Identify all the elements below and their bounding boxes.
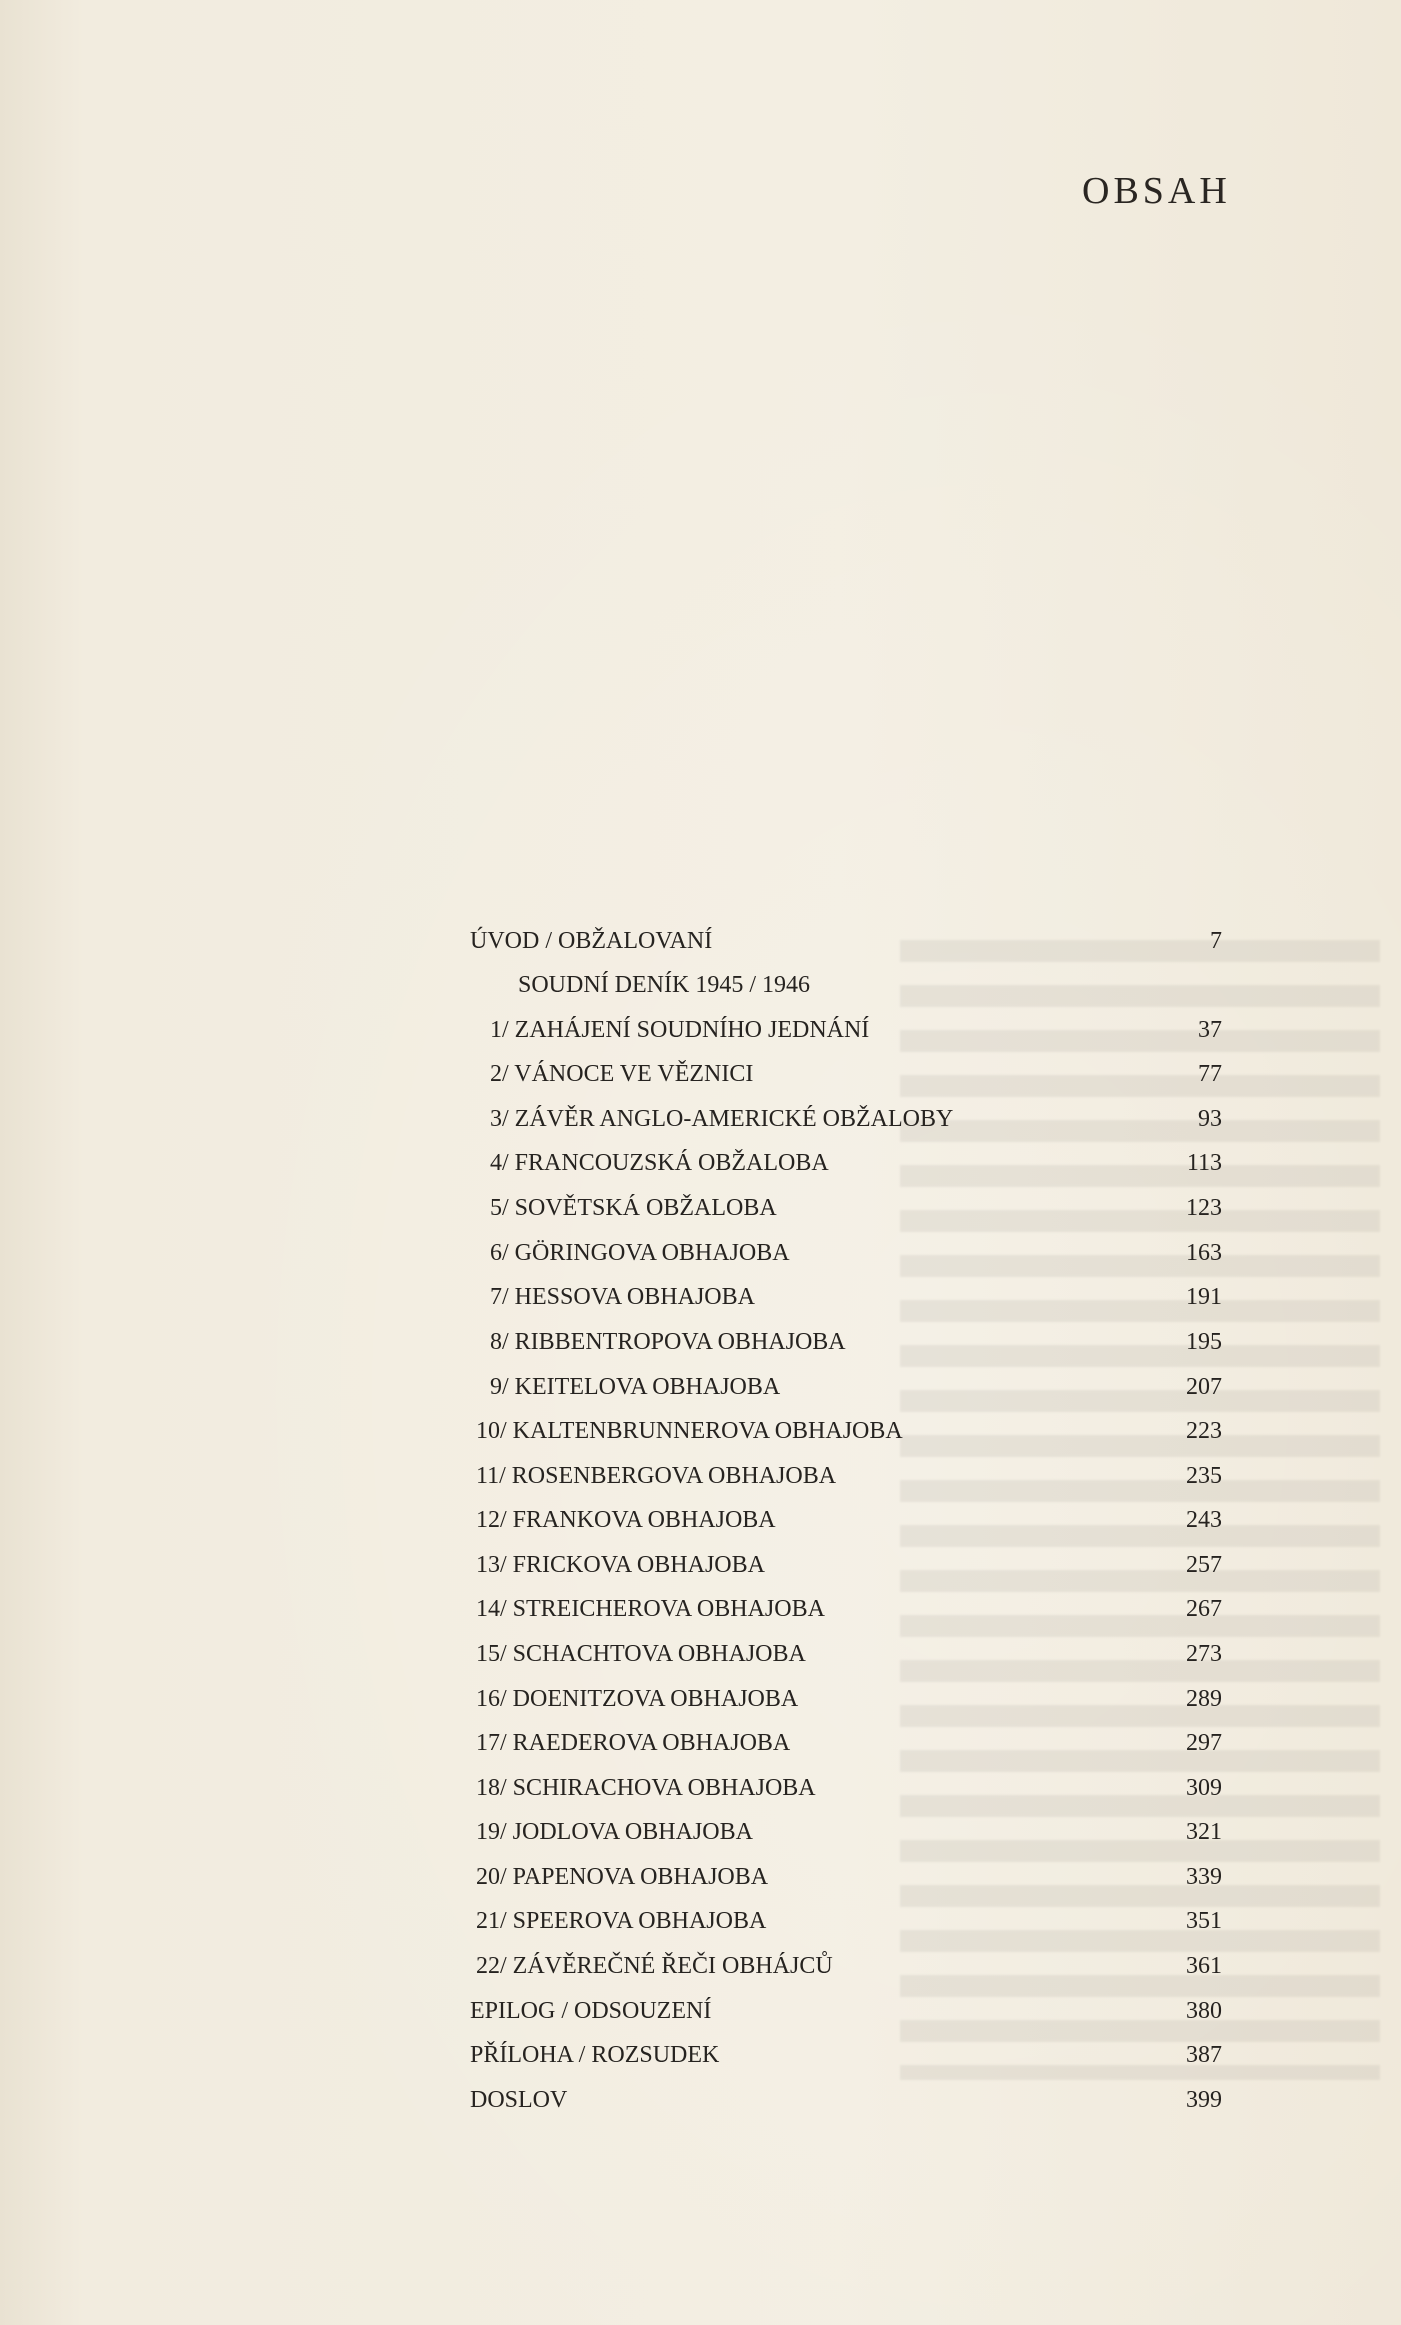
toc-entry-label: 5/ SOVĚTSKÁ OBŽALOBA (490, 1195, 777, 1221)
toc-entry-label: 12/ FRANKOVA OBHAJOBA (476, 1507, 776, 1533)
toc-entry-label: 6/ GÖRINGOVA OBHAJOBA (490, 1240, 790, 1266)
toc-entry-label: 4/ FRANCOUZSKÁ OBŽALOBA (490, 1150, 829, 1176)
toc-entry-page: 273 (1186, 1641, 1222, 1667)
toc-entry-page: 123 (1186, 1195, 1222, 1221)
toc-entry-label: 10/ KALTENBRUNNEROVA OBHAJOBA (476, 1418, 903, 1444)
toc-entry-chapter-18 (476, 1771, 1222, 1805)
toc-entry-chapter-1 (490, 1013, 1222, 1047)
toc-entry-chapter-20 (476, 1860, 1222, 1894)
toc-entry-page: 257 (1186, 1552, 1222, 1578)
toc-entry-label: 2/ VÁNOCE VE VĚZNICI (490, 1061, 754, 1087)
toc-entry-page: 235 (1186, 1463, 1222, 1489)
toc-entry-chapter-2 (490, 1057, 1222, 1091)
toc-entry-label: PŘÍLOHA / ROZSUDEK (470, 2042, 720, 2068)
toc-entry-label: 3/ ZÁVĚR ANGLO-AMERICKÉ OBŽALOBY (490, 1106, 954, 1132)
toc-entry-label: 21/ SPEEROVA OBHAJOBA (476, 1908, 767, 1934)
toc-entry-page: 361 (1186, 1953, 1222, 1979)
toc-entry-label: 7/ HESSOVA OBHAJOBA (490, 1284, 755, 1310)
toc-entry-page: 243 (1186, 1507, 1222, 1533)
toc-entry-chapter-6 (490, 1236, 1222, 1270)
toc-entry-label: 16/ DOENITZOVA OBHAJOBA (476, 1686, 799, 1712)
toc-entry-page: 289 (1186, 1686, 1222, 1712)
toc-entry-chapter-7 (490, 1280, 1222, 1314)
toc-entry-chapter-17 (476, 1726, 1222, 1760)
toc-entry-chapter-13 (476, 1548, 1222, 1582)
toc-entry-label: 9/ KEITELOVA OBHAJOBA (490, 1374, 781, 1400)
toc-entry-chapter-10 (476, 1414, 1222, 1448)
toc-entry-label: 18/ SCHIRACHOVA OBHAJOBA (476, 1775, 816, 1801)
toc-entry-page: 399 (1186, 2087, 1222, 2113)
toc-entry-page: 223 (1186, 1418, 1222, 1444)
toc-entry-chapter-15 (476, 1637, 1222, 1671)
toc-entry-page: 195 (1186, 1329, 1222, 1355)
toc-entry-chapter-8 (490, 1325, 1222, 1359)
toc-entry-intro (470, 924, 1222, 958)
toc-entry-page: 207 (1186, 1374, 1222, 1400)
page-title: OBSAH (1082, 170, 1231, 212)
toc-entry-page: 351 (1186, 1908, 1222, 1934)
toc-entry-page: 191 (1186, 1284, 1222, 1310)
toc-entry-label: 8/ RIBBENTROPOVA OBHAJOBA (490, 1329, 846, 1355)
toc-entry-chapter-3 (490, 1102, 1222, 1136)
toc-entry-chapter-9 (490, 1370, 1222, 1404)
toc-entry-page: 297 (1186, 1730, 1222, 1756)
toc-entry-chapter-19 (476, 1815, 1222, 1849)
toc-entry-label: 1/ ZAHÁJENÍ SOUDNÍHO JEDNÁNÍ (490, 1017, 870, 1043)
toc-entry-page: 321 (1186, 1819, 1222, 1845)
toc-entry-label: 19/ JODLOVA OBHAJOBA (476, 1819, 753, 1845)
toc-section-heading (518, 968, 1222, 1002)
toc-entry-chapter-14 (476, 1592, 1222, 1626)
toc-entry-label: 15/ SCHACHTOVA OBHAJOBA (476, 1641, 806, 1667)
toc-entry-epilog (470, 1994, 1222, 2028)
toc-entry-page: 93 (1198, 1106, 1222, 1132)
toc-entry-page: 387 (1186, 2042, 1222, 2068)
toc-entry-chapter-21 (476, 1904, 1222, 1938)
toc-entry-page: 113 (1186, 1150, 1222, 1176)
toc-entry-label: EPILOG / ODSOUZENÍ (470, 1998, 712, 2024)
toc-entry-page: 309 (1186, 1775, 1222, 1801)
toc-entry-chapter-12 (476, 1503, 1222, 1537)
toc-entry-page: 77 (1198, 1061, 1222, 1087)
toc-entry-page: 7 (1210, 928, 1222, 954)
toc-entry-page: 339 (1186, 1864, 1222, 1890)
toc-entry-label: 11/ ROSENBERGOVA OBHAJOBA (476, 1463, 837, 1489)
toc-entry-chapter-22 (476, 1949, 1222, 1983)
toc-entry-page: 37 (1198, 1017, 1222, 1043)
toc-entry-label: SOUDNÍ DENÍK 1945 / 1946 (518, 972, 810, 998)
toc-entry-afterword (470, 2083, 1222, 2117)
toc-entry-page: 380 (1186, 1998, 1222, 2024)
toc-entry-label: DOSLOV (470, 2087, 568, 2113)
toc-entry-appendix (470, 2038, 1222, 2072)
toc-entry-chapter-5 (490, 1191, 1222, 1225)
toc-entry-page: 163 (1186, 1240, 1222, 1266)
toc-entry-label: 17/ RAEDEROVA OBHAJOBA (476, 1730, 791, 1756)
toc-entry-chapter-4 (490, 1146, 1222, 1180)
toc-entry-label: 13/ FRICKOVA OBHAJOBA (476, 1552, 765, 1578)
toc-entry-label: 22/ ZÁVĚREČNÉ ŘEČI OBHÁJCŮ (476, 1953, 833, 1979)
toc-entry-chapter-16 (476, 1682, 1222, 1716)
toc-entry-label: 20/ PAPENOVA OBHAJOBA (476, 1864, 769, 1890)
toc-entry-label: 14/ STREICHEROVA OBHAJOBA (476, 1596, 825, 1622)
toc-entry-chapter-11 (476, 1459, 1222, 1493)
toc-entry-page: 267 (1186, 1596, 1222, 1622)
toc-entry-label: ÚVOD / OBŽALOVANÍ (470, 928, 713, 954)
